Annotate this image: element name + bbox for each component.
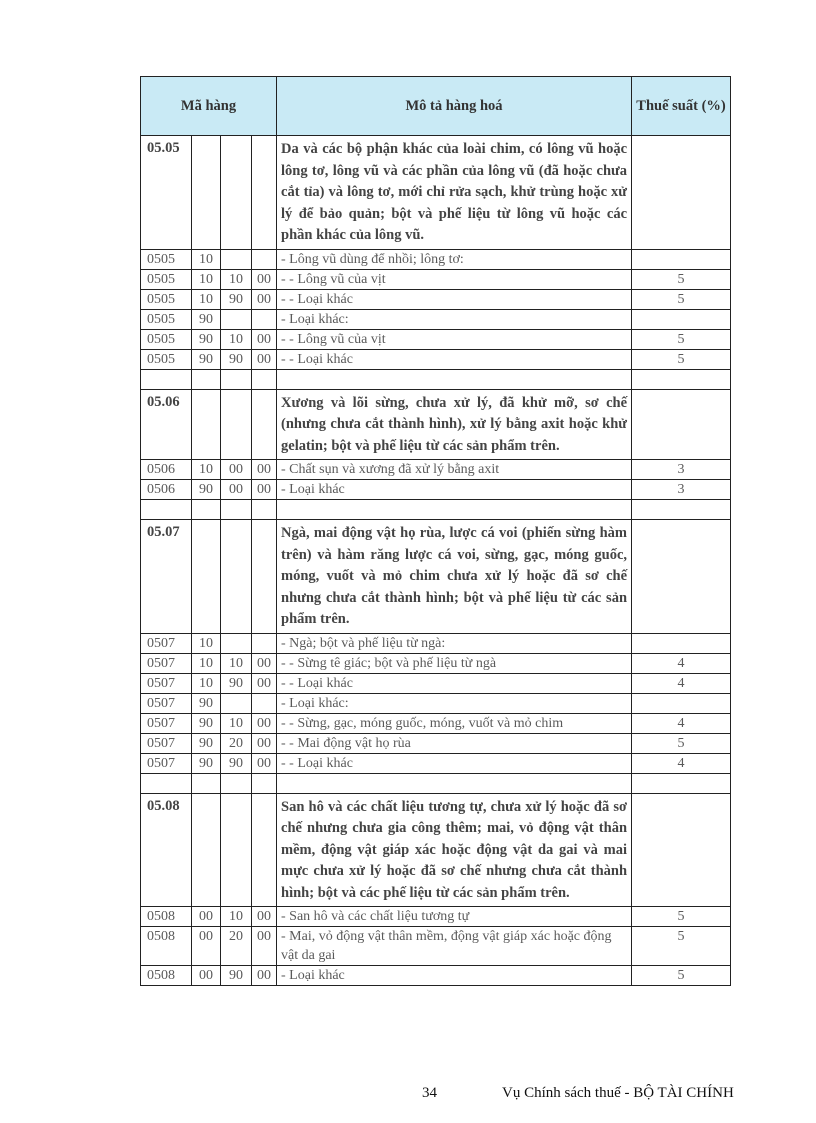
table-row	[141, 927, 731, 966]
subheading-cell: 00	[252, 653, 277, 673]
empty-cell	[221, 500, 252, 520]
empty-cell	[192, 773, 221, 793]
hs-code-cell: 0505	[141, 329, 192, 349]
table-row	[141, 653, 731, 673]
subheading-cell: 00	[252, 713, 277, 733]
hs-code-cell: 0506	[141, 460, 192, 480]
subheading-cell: 00	[252, 269, 277, 289]
table-row	[141, 460, 731, 480]
description-cell: - - Mai động vật họ rùa	[277, 733, 632, 753]
hs-code-cell: 0507	[141, 713, 192, 733]
table-row	[141, 480, 731, 500]
subheading-cell: 10	[192, 673, 221, 693]
subheading-cell: 10	[221, 907, 252, 927]
table-row	[141, 309, 731, 329]
empty-cell	[192, 369, 221, 389]
subheading-cell: 00	[192, 927, 221, 966]
subheading-cell: 20	[221, 927, 252, 966]
subheading-cell: 10	[192, 269, 221, 289]
subheading-cell	[252, 389, 277, 460]
table-row	[141, 966, 731, 986]
separator-row	[141, 773, 731, 793]
description-cell: - - Loại khác	[277, 753, 632, 773]
subheading-cell: 90	[221, 673, 252, 693]
tax-rate-cell	[632, 309, 731, 329]
subheading-cell: 00	[252, 329, 277, 349]
hs-code-cell: 0505	[141, 289, 192, 309]
tax-rate-cell: 5	[632, 349, 731, 369]
subheading-cell: 90	[221, 966, 252, 986]
table-row	[141, 907, 731, 927]
subheading-cell: 00	[192, 907, 221, 927]
description-cell: - - Loại khác	[277, 349, 632, 369]
table-header-row	[141, 77, 731, 136]
header-rate: Thuế suất (%)	[632, 77, 731, 136]
description-cell: - - Sừng tê giác; bột và phế liệu từ ngà	[277, 653, 632, 673]
subheading-cell: 10	[221, 329, 252, 349]
subheading-cell	[221, 136, 252, 250]
subheading-cell: 90	[192, 349, 221, 369]
subheading-cell	[252, 633, 277, 653]
subheading-cell	[252, 309, 277, 329]
empty-cell	[632, 500, 731, 520]
table-row	[141, 713, 731, 733]
hs-code-cell: 0506	[141, 480, 192, 500]
description-cell: - Loại khác	[277, 480, 632, 500]
header-description: Mô tả hàng hoá	[277, 77, 632, 136]
empty-cell	[192, 500, 221, 520]
subheading-cell	[192, 136, 221, 250]
description-cell: - San hô và các chất liệu tương tự	[277, 907, 632, 927]
subheading-cell: 00	[252, 460, 277, 480]
separator-row	[141, 500, 731, 520]
subheading-cell: 90	[192, 733, 221, 753]
tax-rate-cell: 4	[632, 713, 731, 733]
table-row	[141, 673, 731, 693]
tax-rate-cell	[632, 136, 731, 250]
subheading-cell	[252, 793, 277, 907]
table-row	[141, 249, 731, 269]
description-cell: - Ngà; bột và phế liệu từ ngà:	[277, 633, 632, 653]
tax-rate-cell	[632, 793, 731, 907]
tariff-table	[140, 76, 731, 986]
description-cell: - Loại khác	[277, 966, 632, 986]
hs-code-cell: 0505	[141, 349, 192, 369]
table-row	[141, 633, 731, 653]
subheading-cell: 00	[252, 753, 277, 773]
empty-cell	[221, 369, 252, 389]
description-cell: - Mai, vỏ động vật thân mềm, động vật giáp xác hoặc động vật da gai	[277, 927, 632, 966]
description-cell: - - Sừng, gạc, móng guốc, móng, vuốt và mỏ chim	[277, 713, 632, 733]
subheading-cell	[192, 389, 221, 460]
tax-rate-cell: 5	[632, 329, 731, 349]
description-cell: Da và các bộ phận khác của loài chim, có lông vũ hoặc lông tơ, lông vũ và các phần của lông vũ (đã hoặc chưa cắt tỉa) và lông tơ, mới chỉ rửa sạch, khử trùng hoặc xử lý để bảo quản; bột và phế liệu từ lông vũ hoặc các phần khác của lông vũ.	[277, 136, 632, 250]
heading-row	[141, 520, 731, 634]
subheading-cell: 90	[192, 713, 221, 733]
description-cell: - Loại khác:	[277, 309, 632, 329]
subheading-cell: 00	[252, 349, 277, 369]
empty-cell	[632, 369, 731, 389]
subheading-cell: 90	[192, 753, 221, 773]
heading-row	[141, 136, 731, 250]
subheading-cell: 90	[221, 289, 252, 309]
subheading-cell	[221, 633, 252, 653]
empty-cell	[252, 369, 277, 389]
header-code: Mã hàng	[141, 77, 277, 136]
subheading-cell	[221, 520, 252, 634]
subheading-cell	[221, 793, 252, 907]
subheading-cell: 00	[252, 480, 277, 500]
subheading-cell: 10	[192, 633, 221, 653]
empty-cell	[141, 500, 192, 520]
subheading-cell: 00	[252, 289, 277, 309]
heading-row	[141, 389, 731, 460]
tax-rate-cell: 5	[632, 966, 731, 986]
table-row	[141, 733, 731, 753]
subheading-cell: 00	[192, 966, 221, 986]
subheading-cell: 90	[192, 309, 221, 329]
table-row	[141, 349, 731, 369]
table-row	[141, 269, 731, 289]
tax-rate-cell: 3	[632, 460, 731, 480]
description-cell: - - Loại khác	[277, 289, 632, 309]
description-cell: Ngà, mai động vật họ rùa, lược cá voi (phiến sừng hàm trên) và hàm răng lược cá voi, sừng, gạc, móng guốc, móng, vuốt và mỏ chim chưa xử lý hoặc đã sơ chế nhưng chưa cắt thành hình; bột và phế liệu từ các sản phẩm trên.	[277, 520, 632, 634]
tax-rate-cell: 4	[632, 673, 731, 693]
hs-code-cell: 0505	[141, 309, 192, 329]
tax-rate-cell	[632, 693, 731, 713]
empty-cell	[277, 500, 632, 520]
subheading-cell	[252, 693, 277, 713]
hs-code-cell: 0507	[141, 733, 192, 753]
tax-rate-cell: 4	[632, 753, 731, 773]
tax-rate-cell: 5	[632, 289, 731, 309]
hs-code-cell: 0507	[141, 633, 192, 653]
subheading-cell	[192, 520, 221, 634]
subheading-cell: 90	[221, 753, 252, 773]
subheading-cell	[221, 389, 252, 460]
subheading-cell: 00	[221, 480, 252, 500]
hs-code-cell: 0505	[141, 249, 192, 269]
hs-code-cell: 0507	[141, 753, 192, 773]
separator-row	[141, 369, 731, 389]
hs-code-cell: 05.07	[141, 520, 192, 634]
page-number: 34	[422, 1085, 437, 1101]
subheading-cell: 00	[252, 927, 277, 966]
subheading-cell: 90	[192, 480, 221, 500]
empty-cell	[632, 773, 731, 793]
hs-code-cell: 0508	[141, 966, 192, 986]
subheading-cell	[221, 693, 252, 713]
subheading-cell: 10	[192, 249, 221, 269]
subheading-cell: 00	[252, 733, 277, 753]
subheading-cell: 20	[221, 733, 252, 753]
hs-code-cell: 05.08	[141, 793, 192, 907]
subheading-cell: 90	[192, 693, 221, 713]
hs-code-cell: 0508	[141, 907, 192, 927]
tax-rate-cell: 5	[632, 269, 731, 289]
heading-row	[141, 793, 731, 907]
tax-rate-cell	[632, 389, 731, 460]
description-cell: - - Lông vũ của vịt	[277, 269, 632, 289]
subheading-cell	[221, 309, 252, 329]
tax-rate-cell	[632, 633, 731, 653]
empty-cell	[141, 369, 192, 389]
subheading-cell	[252, 136, 277, 250]
hs-code-cell: 0507	[141, 673, 192, 693]
description-cell: Xương và lõi sừng, chưa xử lý, đã khử mỡ, sơ chế (nhưng chưa cắt thành hình), xử lý bằng axit hoặc khử gelatin; bột và phế liệu từ các sản phẩm trên.	[277, 389, 632, 460]
subheading-cell	[221, 249, 252, 269]
tax-rate-cell: 5	[632, 733, 731, 753]
description-cell: - - Loại khác	[277, 673, 632, 693]
subheading-cell: 90	[221, 349, 252, 369]
subheading-cell: 10	[192, 460, 221, 480]
empty-cell	[252, 500, 277, 520]
subheading-cell: 00	[252, 966, 277, 986]
table-row	[141, 289, 731, 309]
description-cell: - - Lông vũ của vịt	[277, 329, 632, 349]
hs-code-cell: 0507	[141, 653, 192, 673]
empty-cell	[141, 773, 192, 793]
subheading-cell	[252, 249, 277, 269]
tax-rate-cell: 5	[632, 907, 731, 927]
subheading-cell: 10	[221, 653, 252, 673]
description-cell: - Chất sụn và xương đã xử lý bằng axit	[277, 460, 632, 480]
table-row	[141, 329, 731, 349]
subheading-cell	[252, 520, 277, 634]
table-row	[141, 693, 731, 713]
hs-code-cell: 0508	[141, 927, 192, 966]
hs-code-cell: 0505	[141, 269, 192, 289]
tax-rate-cell: 5	[632, 927, 731, 966]
subheading-cell	[192, 793, 221, 907]
empty-cell	[277, 773, 632, 793]
footer-organization: Vụ Chính sách thuế - BỘ TÀI CHÍNH	[502, 1085, 734, 1101]
subheading-cell: 10	[192, 289, 221, 309]
table-row	[141, 753, 731, 773]
subheading-cell: 10	[221, 269, 252, 289]
description-cell: - Loại khác:	[277, 693, 632, 713]
tax-rate-cell	[632, 520, 731, 634]
description-cell: San hô và các chất liệu tương tự, chưa xử lý hoặc đã sơ chế nhưng chưa gia công thêm; mai, vỏ động vật thân mềm, động vật giáp xác hoặc động vật da gai và mai mực chưa xử lý hoặc đã sơ chế nhưng chưa cắt thành hình; bột và các phế liệu từ các sản phẩm trên.	[277, 793, 632, 907]
subheading-cell: 00	[252, 673, 277, 693]
tax-rate-cell: 4	[632, 653, 731, 673]
hs-code-cell: 0507	[141, 693, 192, 713]
subheading-cell: 00	[252, 907, 277, 927]
empty-cell	[252, 773, 277, 793]
hs-code-cell: 05.06	[141, 389, 192, 460]
table-body	[141, 136, 731, 986]
subheading-cell: 10	[221, 713, 252, 733]
subheading-cell: 00	[221, 460, 252, 480]
empty-cell	[221, 773, 252, 793]
empty-cell	[277, 369, 632, 389]
hs-code-cell: 05.05	[141, 136, 192, 250]
tax-rate-cell: 3	[632, 480, 731, 500]
description-cell: - Lông vũ dùng để nhồi; lông tơ:	[277, 249, 632, 269]
subheading-cell: 10	[192, 653, 221, 673]
tax-rate-cell	[632, 249, 731, 269]
subheading-cell: 90	[192, 329, 221, 349]
